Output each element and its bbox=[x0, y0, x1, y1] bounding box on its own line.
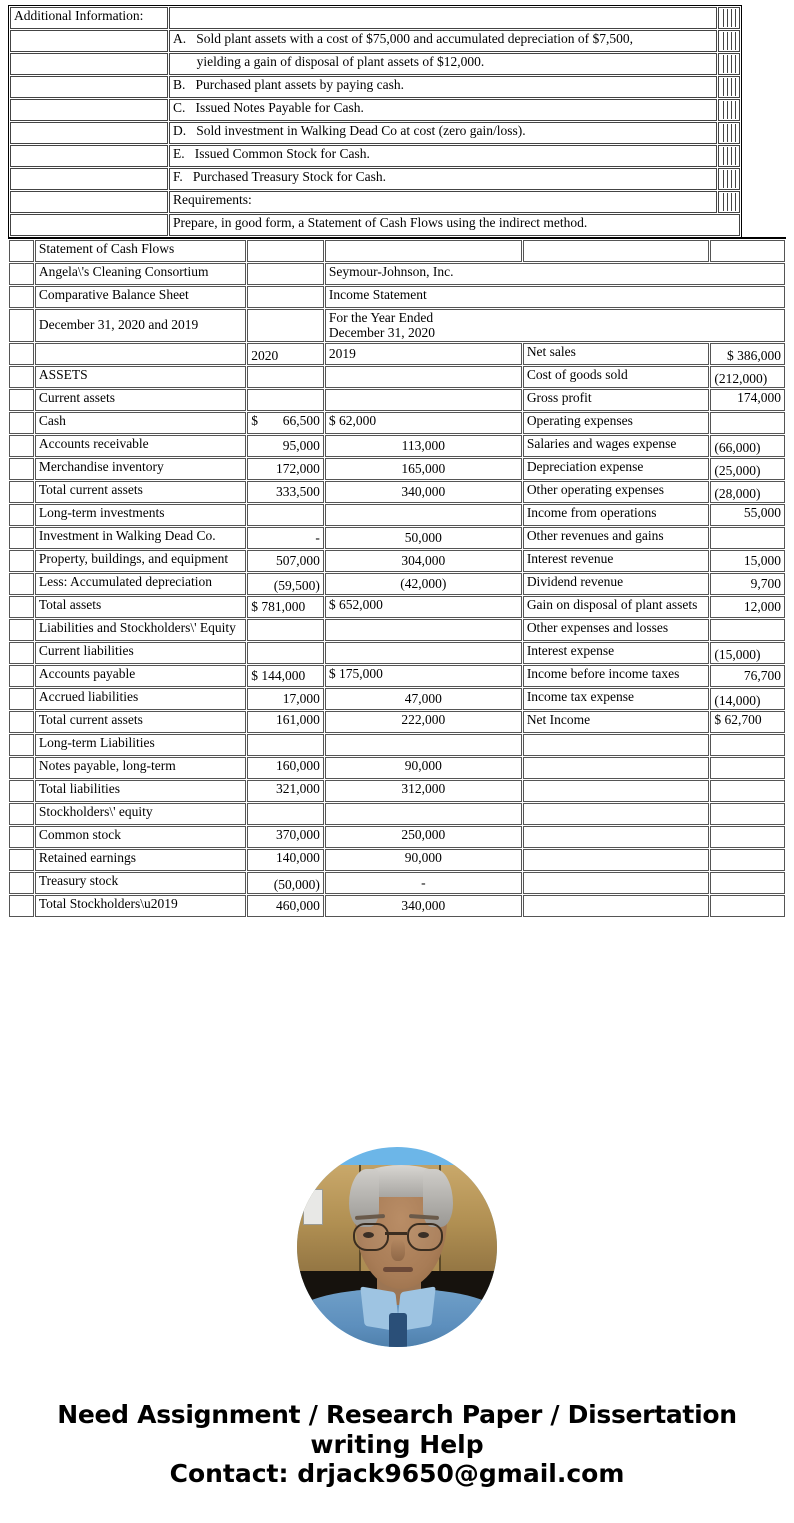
value-2019: $ 652,000 bbox=[325, 596, 522, 618]
income-row-value bbox=[710, 757, 785, 779]
row-label: Long-term Liabilities bbox=[35, 734, 246, 756]
row-label: Treasury stock bbox=[35, 872, 246, 894]
income-row-value bbox=[710, 895, 785, 917]
statement-title: Statement of Cash Flows bbox=[35, 240, 246, 262]
row-number-cell bbox=[9, 780, 34, 802]
row-label: Total current assets bbox=[35, 481, 246, 503]
income-row-label bbox=[523, 803, 710, 825]
worksheet-row bbox=[9, 872, 785, 894]
filler-cell bbox=[718, 30, 740, 52]
value-2020: 95,000 bbox=[247, 435, 324, 457]
row-number-cell bbox=[9, 895, 34, 917]
value-2020: 160,000 bbox=[247, 757, 324, 779]
income-row-label bbox=[523, 872, 710, 894]
worksheet-title-row-2 bbox=[9, 263, 785, 285]
empty-cell bbox=[247, 286, 324, 308]
column-header-row bbox=[9, 343, 785, 365]
stripe-pattern bbox=[722, 55, 736, 73]
worksheet-row bbox=[9, 389, 785, 411]
worksheet-row bbox=[9, 688, 785, 710]
row-spacer-cell bbox=[10, 76, 168, 98]
income-row-label bbox=[523, 849, 710, 871]
currency-symbol: $ bbox=[328, 413, 336, 429]
stripe-pattern bbox=[722, 170, 736, 188]
income-row-label: Income tax expense bbox=[523, 688, 710, 710]
row-number-cell bbox=[9, 309, 34, 342]
income-row-value: (66,000) bbox=[710, 435, 785, 457]
additional-info-item: yielding a gain of disposal of plant assets of $12,000. bbox=[169, 53, 717, 75]
stripe-pattern bbox=[722, 147, 736, 165]
value-2020 bbox=[247, 642, 324, 664]
income-period-line-1: For the Year Ended bbox=[328, 310, 434, 325]
stripe-pattern bbox=[722, 193, 736, 211]
worksheet-grid bbox=[8, 239, 786, 918]
row-number-cell bbox=[9, 619, 34, 641]
additional-info-item: B. Purchased plant assets by paying cash. bbox=[169, 76, 717, 98]
empty-cell bbox=[247, 309, 324, 342]
additional-info-row bbox=[10, 53, 740, 75]
empty-cell bbox=[247, 263, 324, 285]
requirements-label: Requirements: bbox=[169, 191, 717, 213]
row-label: Total Stockholders\u2019 bbox=[35, 895, 246, 917]
income-row-value bbox=[710, 849, 785, 871]
value-2019 bbox=[325, 412, 522, 434]
value-2019: $ 175,000 bbox=[325, 665, 522, 687]
value-2020 bbox=[247, 389, 324, 411]
value-2019 bbox=[325, 504, 522, 526]
income-row-value bbox=[710, 826, 785, 848]
row-number-cell bbox=[9, 435, 34, 457]
value-2020: (50,000) bbox=[247, 872, 324, 894]
row-label: Current liabilities bbox=[35, 642, 246, 664]
row-label: Total current assets bbox=[35, 711, 246, 733]
income-row-label: Other expenses and losses bbox=[523, 619, 710, 641]
row-spacer-cell bbox=[10, 214, 168, 236]
worksheet-row bbox=[9, 435, 785, 457]
value-2019 bbox=[325, 642, 522, 664]
row-number-cell bbox=[9, 550, 34, 572]
value-2020: 17,000 bbox=[247, 688, 324, 710]
income-row-label: Income from operations bbox=[523, 504, 710, 526]
row-spacer-cell bbox=[10, 99, 168, 121]
value-2019 bbox=[325, 734, 522, 756]
additional-info-heading-row bbox=[10, 7, 740, 29]
footer-line-3: Contact: drjack9650@gmail.com bbox=[169, 1459, 625, 1488]
value-2019: 304,000 bbox=[325, 550, 522, 572]
company-name: Angela\'s Cleaning Consortium bbox=[35, 263, 246, 285]
row-number-cell bbox=[9, 757, 34, 779]
additional-info-row bbox=[10, 76, 740, 98]
row-number-cell bbox=[9, 366, 34, 388]
row-label: Total assets bbox=[35, 596, 246, 618]
column-header-2019: 2019 bbox=[325, 343, 522, 365]
worksheet-row bbox=[9, 481, 785, 503]
row-label: Retained earnings bbox=[35, 849, 246, 871]
row-label: Investment in Walking Dead Co. bbox=[35, 527, 246, 549]
additional-info-item: D. Sold investment in Walking Dead Co at cost (zero gain/loss). bbox=[169, 122, 717, 144]
row-spacer-cell bbox=[10, 30, 168, 52]
value-2019: 90,000 bbox=[325, 757, 522, 779]
empty-cell bbox=[325, 240, 522, 262]
value-2020: - bbox=[247, 527, 324, 549]
row-label: Cash bbox=[35, 412, 246, 434]
additional-info-item: E. Issued Common Stock for Cash. bbox=[169, 145, 717, 167]
value-2019: 113,000 bbox=[325, 435, 522, 457]
row-number-cell bbox=[9, 849, 34, 871]
row-spacer-cell bbox=[10, 145, 168, 167]
income-row-value: $ 386,000 bbox=[710, 343, 785, 365]
income-row-label: Depreciation expense bbox=[523, 458, 710, 480]
value-2020: 460,000 bbox=[247, 895, 324, 917]
eyeglass-bridge bbox=[385, 1232, 407, 1235]
income-statement-subtitle: Income Statement bbox=[325, 286, 785, 308]
row-label: Stockholders\' equity bbox=[35, 803, 246, 825]
worksheet-row bbox=[9, 504, 785, 526]
income-row-label: Other revenues and gains bbox=[523, 527, 710, 549]
row-number-cell bbox=[9, 803, 34, 825]
value-2019: (42,000) bbox=[325, 573, 522, 595]
income-row-value: 9,700 bbox=[710, 573, 785, 595]
worksheet-row bbox=[9, 711, 785, 733]
income-period-line-2: December 31, 2020 bbox=[328, 324, 436, 340]
income-row-label: Interest expense bbox=[523, 642, 710, 664]
income-row-label: Net Income bbox=[523, 711, 710, 733]
value-2020: 161,000 bbox=[247, 711, 324, 733]
value-2020: 507,000 bbox=[247, 550, 324, 572]
value-2019: 340,000 bbox=[325, 895, 522, 917]
income-row-value bbox=[710, 780, 785, 802]
empty-cell bbox=[247, 240, 324, 262]
requirements-text-row bbox=[10, 214, 740, 236]
row-label: Accounts payable bbox=[35, 665, 246, 687]
row-label: Less: Accumulated depreciation bbox=[35, 573, 246, 595]
row-spacer-cell bbox=[10, 53, 168, 75]
worksheet-title-row-4 bbox=[9, 309, 785, 342]
income-row-label bbox=[523, 826, 710, 848]
row-label: Accrued liabilities bbox=[35, 688, 246, 710]
worksheet-table bbox=[8, 237, 786, 918]
income-row-label bbox=[523, 757, 710, 779]
worksheet-row bbox=[9, 895, 785, 917]
income-row-value bbox=[710, 734, 785, 756]
value-2019: 50,000 bbox=[325, 527, 522, 549]
additional-info-row bbox=[10, 168, 740, 190]
currency-symbol: $ bbox=[251, 413, 258, 429]
value-2019: 165,000 bbox=[325, 458, 522, 480]
row-number-cell bbox=[9, 872, 34, 894]
income-row-label: Gross profit bbox=[523, 389, 710, 411]
row-number-cell bbox=[9, 389, 34, 411]
row-number-cell bbox=[9, 286, 34, 308]
filler-cell bbox=[718, 122, 740, 144]
row-number-cell bbox=[9, 711, 34, 733]
value-2019: 312,000 bbox=[325, 780, 522, 802]
stripe-pattern bbox=[722, 124, 736, 142]
worksheet-row bbox=[9, 458, 785, 480]
value-2020: $ 144,000 bbox=[247, 665, 324, 687]
value-2020 bbox=[247, 366, 324, 388]
income-row-value bbox=[710, 872, 785, 894]
income-row-value: 15,000 bbox=[710, 550, 785, 572]
income-row-value bbox=[710, 803, 785, 825]
additional-info-row bbox=[10, 30, 740, 52]
additional-info-item: A. Sold plant assets with a cost of $75,000 and accumulated depreciation of $7,500, bbox=[169, 30, 717, 52]
worksheet-row bbox=[9, 826, 785, 848]
value-2019: - bbox=[325, 872, 522, 894]
worksheet-row bbox=[9, 780, 785, 802]
filler-cell bbox=[718, 7, 740, 29]
income-row-label bbox=[523, 780, 710, 802]
value-2020 bbox=[247, 619, 324, 641]
worksheet-row bbox=[9, 803, 785, 825]
row-number-cell bbox=[9, 263, 34, 285]
value-2020 bbox=[247, 504, 324, 526]
additional-info-heading-blank bbox=[169, 7, 717, 29]
value-2020: $ 781,000 bbox=[247, 596, 324, 618]
value-2020: 321,000 bbox=[247, 780, 324, 802]
value-2020 bbox=[247, 803, 324, 825]
income-row-label: Net sales bbox=[523, 343, 710, 365]
value-2019: 47,000 bbox=[325, 688, 522, 710]
worksheet-row bbox=[9, 757, 785, 779]
income-row-value bbox=[710, 527, 785, 549]
nose bbox=[391, 1239, 405, 1261]
row-label: Long-term investments bbox=[35, 504, 246, 526]
footer-line-2: writing Help bbox=[310, 1429, 484, 1459]
filler-cell bbox=[718, 53, 740, 75]
value-2019: 222,000 bbox=[325, 711, 522, 733]
mouth bbox=[383, 1267, 413, 1272]
portrait-photo bbox=[297, 1147, 497, 1347]
worksheet-row bbox=[9, 573, 785, 595]
row-label: Accounts receivable bbox=[35, 435, 246, 457]
worksheet-row bbox=[9, 849, 785, 871]
additional-info-heading: Additional Information: bbox=[10, 7, 168, 29]
income-statement-period bbox=[325, 309, 785, 342]
income-row-label: Gain on disposal of plant assets bbox=[523, 596, 710, 618]
row-label: Property, buildings, and equipment bbox=[35, 550, 246, 572]
row-number-cell bbox=[9, 642, 34, 664]
additional-information-grid bbox=[9, 6, 741, 237]
row-label: Current assets bbox=[35, 389, 246, 411]
balance-sheet-subtitle: Comparative Balance Sheet bbox=[35, 286, 246, 308]
currency-value bbox=[251, 414, 320, 429]
row-label: Notes payable, long-term bbox=[35, 757, 246, 779]
empty-cell bbox=[35, 343, 246, 365]
worksheet-row bbox=[9, 596, 785, 618]
row-label: Common stock bbox=[35, 826, 246, 848]
row-number-cell bbox=[9, 826, 34, 848]
row-label: Total liabilities bbox=[35, 780, 246, 802]
stripe-pattern bbox=[722, 101, 736, 119]
filler-cell bbox=[718, 145, 740, 167]
worksheet-row bbox=[9, 665, 785, 687]
avatar bbox=[297, 1147, 497, 1347]
empty-cell bbox=[710, 240, 785, 262]
empty-cell bbox=[523, 240, 710, 262]
row-number-cell bbox=[9, 240, 34, 262]
income-row-value: (25,000) bbox=[710, 458, 785, 480]
requirements-label-row bbox=[10, 191, 740, 213]
income-row-value: (14,000) bbox=[710, 688, 785, 710]
income-row-label: Dividend revenue bbox=[523, 573, 710, 595]
income-row-label bbox=[523, 734, 710, 756]
income-row-label: Income before income taxes bbox=[523, 665, 710, 687]
eyeglass-lens-left bbox=[353, 1223, 389, 1251]
income-row-value: 55,000 bbox=[710, 504, 785, 526]
income-row-value: 76,700 bbox=[710, 665, 785, 687]
worksheet-title-row-3 bbox=[9, 286, 785, 308]
income-row-value: (212,000) bbox=[710, 366, 785, 388]
additional-information-table bbox=[8, 5, 742, 238]
row-label: Liabilities and Stockholders\' Equity bbox=[35, 619, 246, 641]
additional-info-item: C. Issued Notes Payable for Cash. bbox=[169, 99, 717, 121]
currency-amount: 62,000 bbox=[335, 413, 377, 429]
row-number-cell bbox=[9, 458, 34, 480]
additional-info-row bbox=[10, 122, 740, 144]
value-2020: 140,000 bbox=[247, 849, 324, 871]
income-row-label: Salaries and wages expense bbox=[523, 435, 710, 457]
row-label: Merchandise inventory bbox=[35, 458, 246, 480]
worksheet-row bbox=[9, 366, 785, 388]
footer-line-1: Need Assignment / Research Paper / Dissertation bbox=[57, 1400, 737, 1429]
column-header-2020: 2020 bbox=[247, 343, 324, 365]
balance-sheet-dates: December 31, 2020 and 2019 bbox=[35, 309, 246, 342]
income-row-value: 12,000 bbox=[710, 596, 785, 618]
stripe-pattern bbox=[722, 32, 736, 50]
footer-promo bbox=[0, 1400, 794, 1489]
income-row-value bbox=[710, 412, 785, 434]
row-number-cell bbox=[9, 343, 34, 365]
worksheet-title-row-1 bbox=[9, 240, 785, 262]
worksheet-row bbox=[9, 619, 785, 641]
additional-info-row bbox=[10, 99, 740, 121]
row-number-cell bbox=[9, 734, 34, 756]
value-2020: 172,000 bbox=[247, 458, 324, 480]
row-number-cell bbox=[9, 573, 34, 595]
worksheet-row bbox=[9, 412, 785, 434]
value-2020 bbox=[247, 734, 324, 756]
eyeglass-lens-right bbox=[407, 1223, 443, 1251]
value-2019: 340,000 bbox=[325, 481, 522, 503]
stripe-pattern bbox=[722, 9, 736, 27]
value-2019: 250,000 bbox=[325, 826, 522, 848]
row-number-cell bbox=[9, 596, 34, 618]
currency-amount: 66,500 bbox=[282, 413, 320, 429]
income-row-label: Operating expenses bbox=[523, 412, 710, 434]
income-row-label bbox=[523, 895, 710, 917]
row-number-cell bbox=[9, 412, 34, 434]
filler-cell bbox=[718, 76, 740, 98]
filler-cell bbox=[718, 191, 740, 213]
wall-switch bbox=[303, 1189, 323, 1225]
row-number-cell bbox=[9, 504, 34, 526]
row-number-cell bbox=[9, 481, 34, 503]
row-spacer-cell bbox=[10, 191, 168, 213]
value-2020 bbox=[247, 412, 324, 434]
income-row-label: Interest revenue bbox=[523, 550, 710, 572]
requirements-text: Prepare, in good form, a Statement of Cash Flows using the indirect method. bbox=[169, 214, 740, 236]
income-row-value: (28,000) bbox=[710, 481, 785, 503]
income-row-value bbox=[710, 619, 785, 641]
income-row-value: (15,000) bbox=[710, 642, 785, 664]
necktie bbox=[389, 1313, 407, 1347]
worksheet-row bbox=[9, 734, 785, 756]
row-label: ASSETS bbox=[35, 366, 246, 388]
row-number-cell bbox=[9, 527, 34, 549]
row-spacer-cell bbox=[10, 122, 168, 144]
value-2020: (59,500) bbox=[247, 573, 324, 595]
income-row-label: Cost of goods sold bbox=[523, 366, 710, 388]
worksheet-row bbox=[9, 642, 785, 664]
stripe-pattern bbox=[722, 78, 736, 96]
value-2019 bbox=[325, 619, 522, 641]
value-2020: 370,000 bbox=[247, 826, 324, 848]
row-number-cell bbox=[9, 688, 34, 710]
value-2020: 333,500 bbox=[247, 481, 324, 503]
filler-cell bbox=[718, 168, 740, 190]
value-2019 bbox=[325, 803, 522, 825]
value-2019 bbox=[325, 389, 522, 411]
income-row-value: $ 62,700 bbox=[710, 711, 785, 733]
additional-info-row bbox=[10, 145, 740, 167]
row-number-cell bbox=[9, 665, 34, 687]
income-row-value: 174,000 bbox=[710, 389, 785, 411]
income-company-name: Seymour-Johnson, Inc. bbox=[325, 263, 785, 285]
filler-cell bbox=[718, 99, 740, 121]
value-2019: 90,000 bbox=[325, 849, 522, 871]
row-spacer-cell bbox=[10, 168, 168, 190]
value-2019 bbox=[325, 366, 522, 388]
worksheet-row bbox=[9, 527, 785, 549]
additional-info-item: F. Purchased Treasury Stock for Cash. bbox=[169, 168, 717, 190]
worksheet-row bbox=[9, 550, 785, 572]
income-row-label: Other operating expenses bbox=[523, 481, 710, 503]
